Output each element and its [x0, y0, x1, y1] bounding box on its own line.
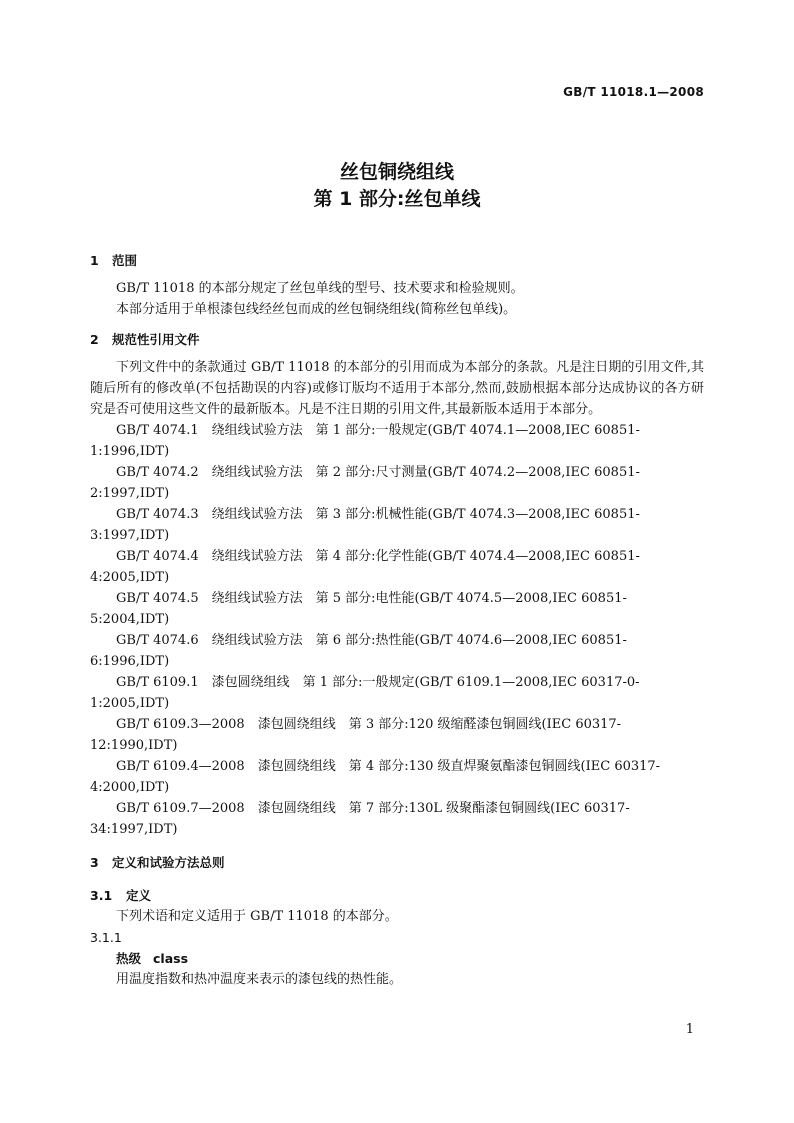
term-entry: [90, 948, 704, 969]
reference-item: GB/T 4074.2 绕组线试验方法 第 2 部分:尺寸测量(GB/T 4074.2—2008,IEC 60851-2:1997,IDT): [90, 465, 640, 501]
standard-number: GB/T 11018.1—2008: [563, 85, 704, 99]
reference-item: GB/T 4074.3 绕组线试验方法 第 3 部分:机械性能(GB/T 4074.3—2008,IEC 60851-3:1997,IDT): [90, 507, 640, 543]
reference-item: GB/T 4074.4 绕组线试验方法 第 4 部分:化学性能(GB/T 4074.4—2008,IEC 60851-4:2005,IDT): [90, 549, 640, 585]
reference-item: GB/T 6109.7—2008 漆包圆绕组线 第 7 部分:130L 级聚酯漆包铜圆线(IEC 60317-34:1997,IDT): [90, 801, 630, 837]
page-number: 1: [685, 1022, 694, 1037]
reference-item: GB/T 4074.6 绕组线试验方法 第 6 部分:热性能(GB/T 4074.6—2008,IEC 60851-6:1996,IDT): [90, 633, 627, 669]
section-title: 范围: [112, 253, 138, 268]
document-subtitle: 第 1 部分:丝包单线: [313, 188, 481, 210]
term-definition: 用温度指数和热冲温度来表示的漆包线的热性能。: [116, 972, 403, 987]
subsection-title: 定义: [126, 888, 152, 903]
subsection-number: 3.1: [90, 888, 113, 903]
term-number: 3.1.1: [90, 930, 122, 945]
section-heading-scope: [90, 250, 704, 271]
term-chinese: 热级: [116, 951, 142, 966]
paragraph: 下列文件中的条款通过 GB/T 11018 的本部分的引用而成为本部分的条款。凡是注日期的引用文件,其随后所有的修改单(不包括勘误的内容)或修订版均不适用于本部分,然而,鼓励根据本部分达成协议的各方研究是否可使用这些文件的最新版本。凡是不注日期的引用文件,其最新版本适用于本部分。: [90, 360, 704, 417]
reference-item: GB/T 6109.1 漆包圆绕组线 第 1 部分:一般规定(GB/T 6109.1—2008,IEC 60317-0-1:2005,IDT): [90, 675, 640, 711]
reference-item: GB/T 4074.5 绕组线试验方法 第 5 部分:电性能(GB/T 4074.5—2008,IEC 60851-5:2004,IDT): [90, 591, 627, 627]
document-title: 丝包铜绕组线: [339, 161, 454, 183]
paragraph: 下列术语和定义适用于 GB/T 11018 的本部分。: [116, 909, 398, 924]
reference-item: GB/T 6109.4—2008 漆包圆绕组线 第 4 部分:130 级直焊聚氨酯漆包铜圆线(IEC 60317-4:2000,IDT): [90, 759, 661, 795]
section-title: 规范性引用文件: [112, 332, 200, 347]
section-heading-normative-references: [90, 329, 704, 350]
subsection-heading-definition: [90, 885, 704, 906]
section-number: 3: [90, 855, 99, 870]
term-english: class: [153, 951, 189, 966]
section-number: 1: [90, 253, 99, 268]
reference-item: GB/T 4074.1 绕组线试验方法 第 1 部分:一般规定(GB/T 4074.1—2008,IEC 60851-1:1996,IDT): [90, 423, 640, 459]
paragraph: 本部分适用于单根漆包线经丝包而成的丝包铜绕组线(简称丝包单线)。: [116, 302, 517, 317]
section-number: 2: [90, 332, 99, 347]
section-heading-definitions: [90, 852, 704, 873]
document-body: [90, 250, 704, 990]
section-title: 定义和试验方法总则: [112, 855, 225, 870]
reference-item: GB/T 6109.3—2008 漆包圆绕组线 第 3 部分:120 级缩醛漆包铜圆线(IEC 60317-12:1990,IDT): [90, 717, 622, 753]
paragraph: GB/T 11018 的本部分规定了丝包单线的型号、技术要求和检验规则。: [116, 281, 524, 296]
